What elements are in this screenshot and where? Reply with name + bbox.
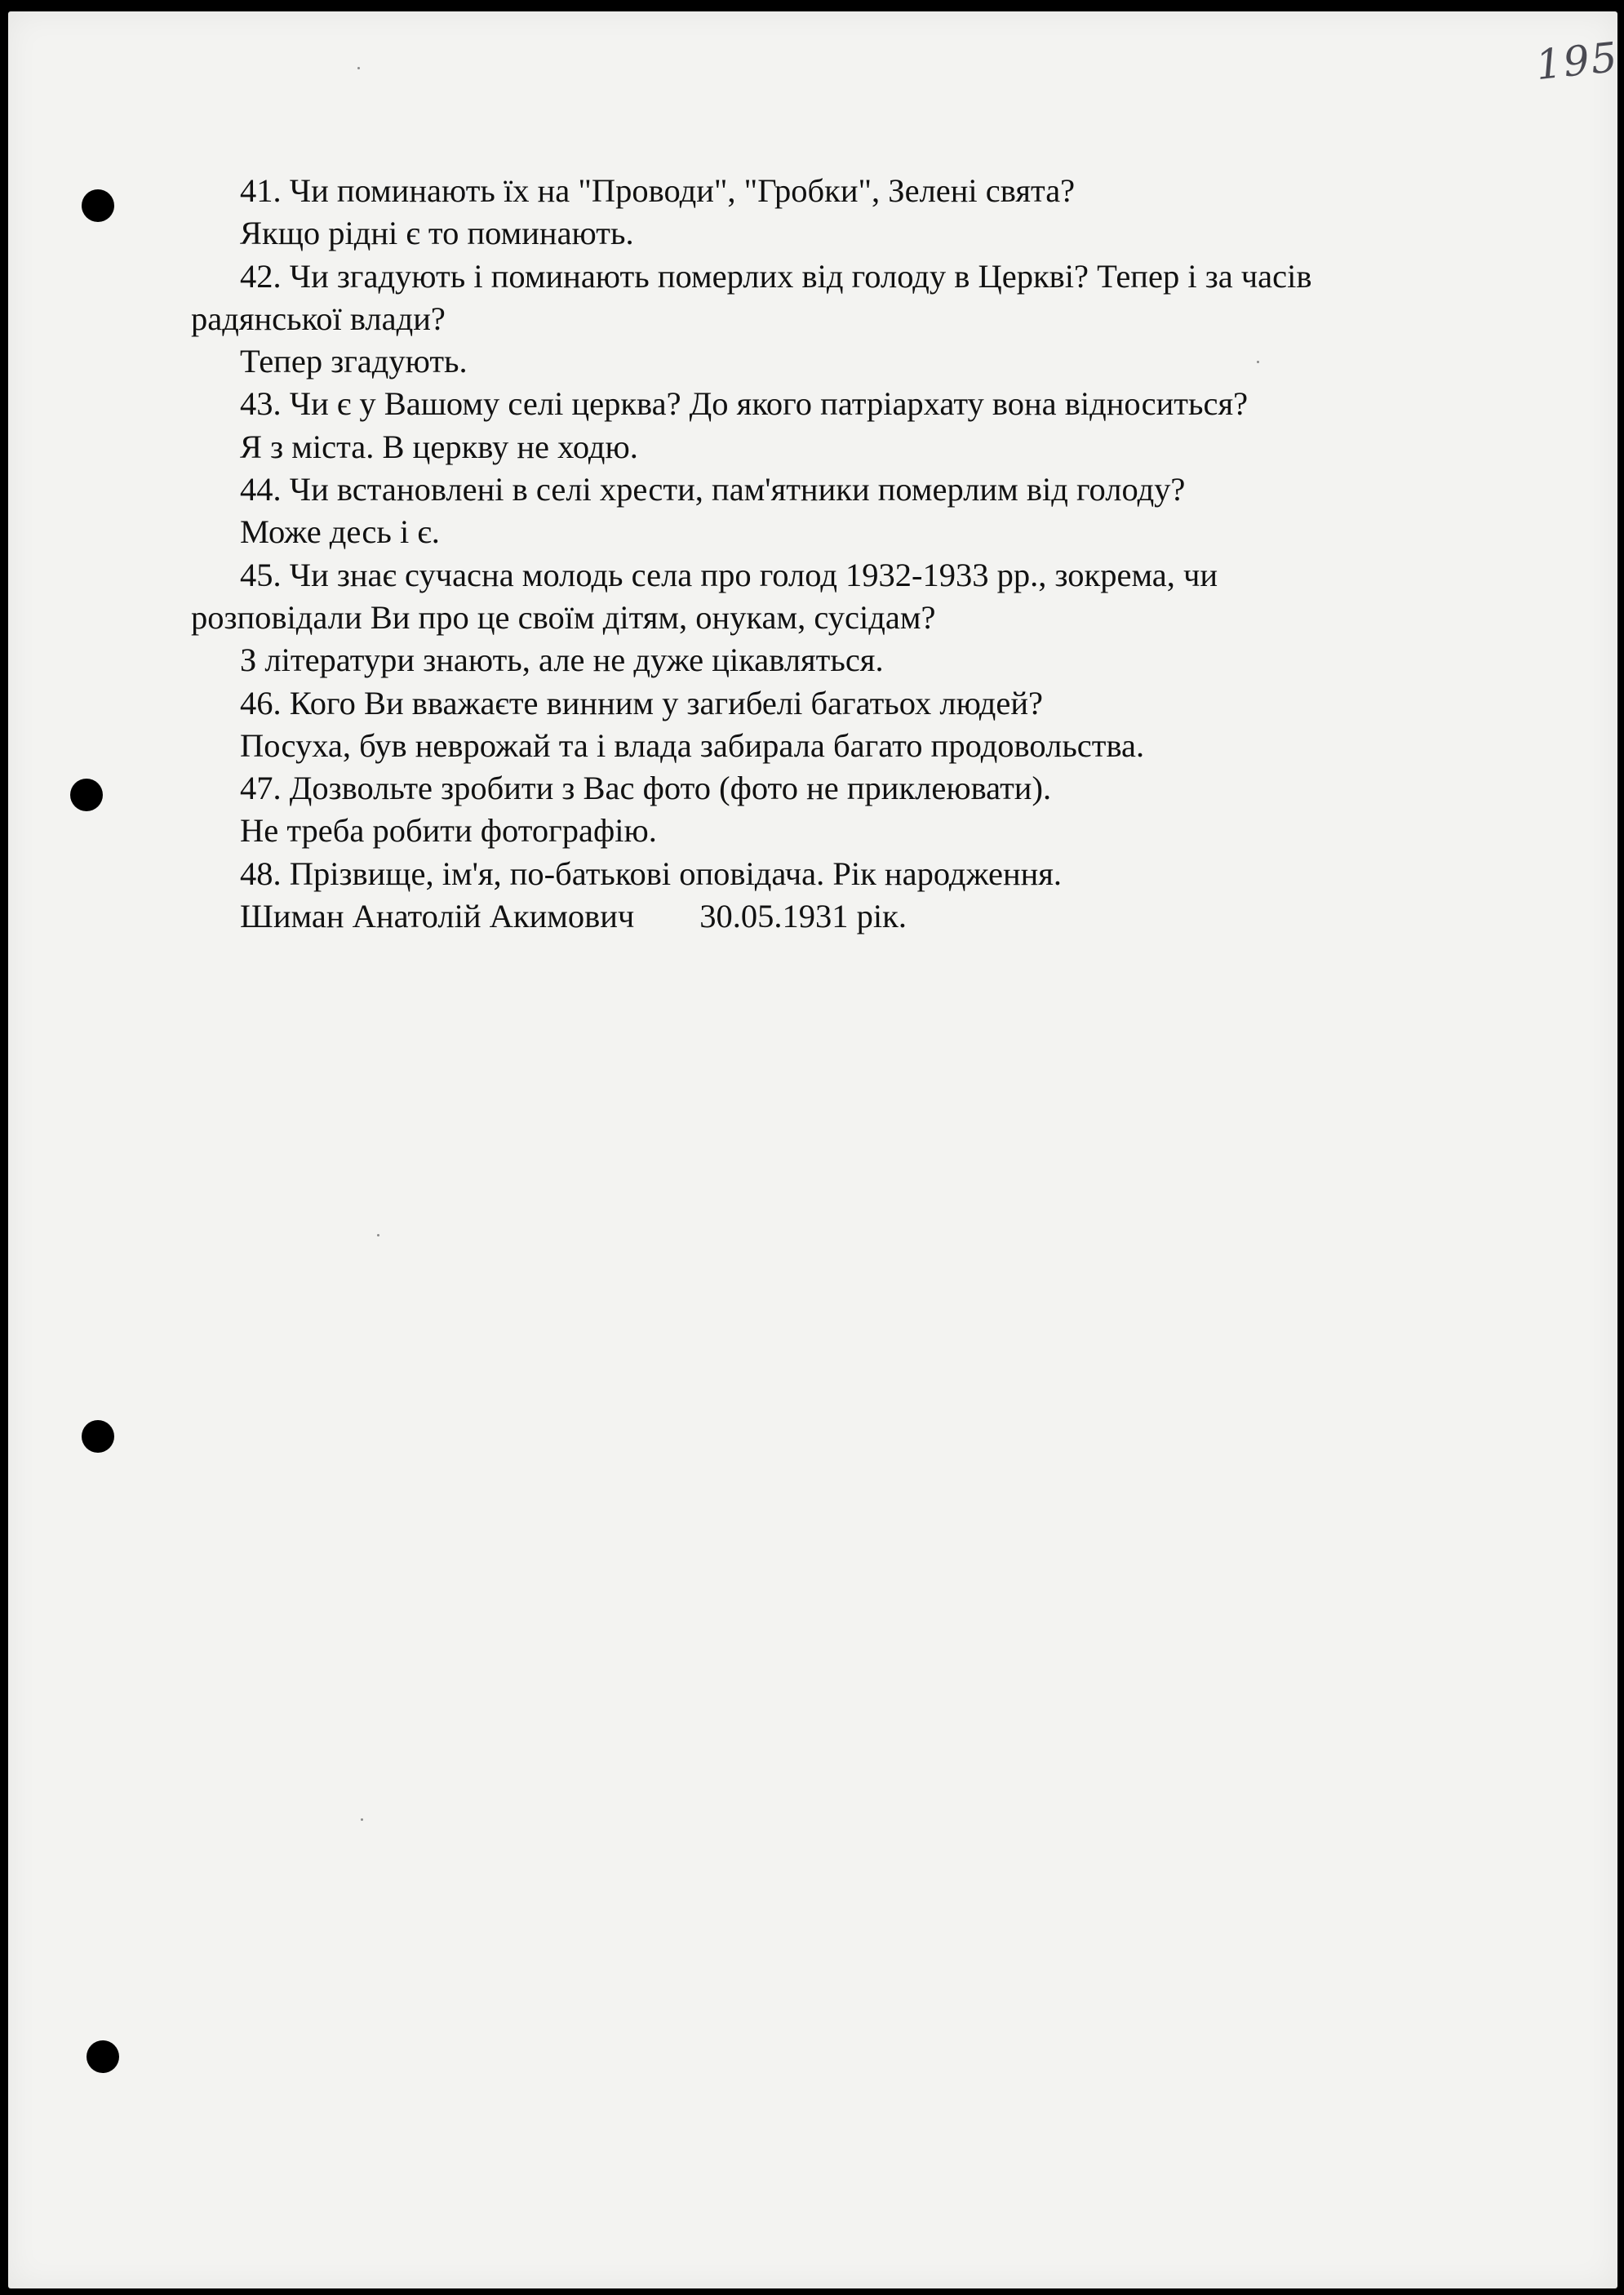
text-line: радянської влади? (191, 300, 446, 337)
paper-speck (361, 1818, 363, 1821)
text-line: 45. Чи знає сучасна молодь села про голод 1932-1933 рр., зокрема, чи (240, 556, 1218, 593)
handwritten-page-number: 195 (1533, 33, 1622, 90)
text-line: 41. Чи поминають їх на "Проводи", "Гробки", Зелені свята? (240, 172, 1076, 209)
punch-hole (70, 779, 103, 811)
text-line: 43. Чи є у Вашому селі церква? До якого патріархату вона відноситься? (240, 385, 1249, 423)
text-line: 47. Дозвольте зробити з Вас фото (фото не приклеювати). (240, 770, 1052, 807)
text-line: Я з міста. В церкву не ходю. (240, 428, 638, 465)
narrator-name: Шиман Анатолій Акимович (240, 898, 635, 935)
text-line: Якщо рідні є то поминають. (240, 215, 634, 252)
paper-sheet (8, 11, 1622, 2288)
punch-hole (87, 2040, 119, 2073)
text-line: розповідали Ви про це своїм дітям, онукам, сусідам? (191, 598, 936, 636)
paper-speck (357, 67, 360, 69)
text-line: З літератури знають, але не дуже цікавляться. (240, 641, 884, 679)
paper-speck (377, 1234, 379, 1236)
questionnaire-text (191, 170, 1497, 938)
text-line: 42. Чи згадують і поминають померлих від голоду в Церкві? Тепер і за часів (240, 257, 1312, 295)
text-line: Може десь і є. (240, 513, 440, 551)
narrator-line (191, 895, 1497, 938)
text-line: Тепер згадують. (240, 343, 468, 380)
text-line: Посуха, був неврожай та і влада забирала багато продовольства. (240, 726, 1145, 764)
text-line: 44. Чи встановлені в селі хрести, пам'ятники померлим від голоду? (240, 471, 1186, 508)
punch-hole (82, 189, 114, 222)
narrator-birth-date: 30.05.1931 рік. (699, 898, 907, 935)
text-line: 46. Кого Ви вважаєте винним у загибелі багатьох людей? (240, 684, 1044, 721)
text-line: Не треба робити фотографію. (240, 812, 657, 850)
punch-hole (82, 1420, 114, 1453)
text-line: 48. Прізвище, ім'я, по-батькові оповідача. Рік народження. (240, 855, 1063, 892)
